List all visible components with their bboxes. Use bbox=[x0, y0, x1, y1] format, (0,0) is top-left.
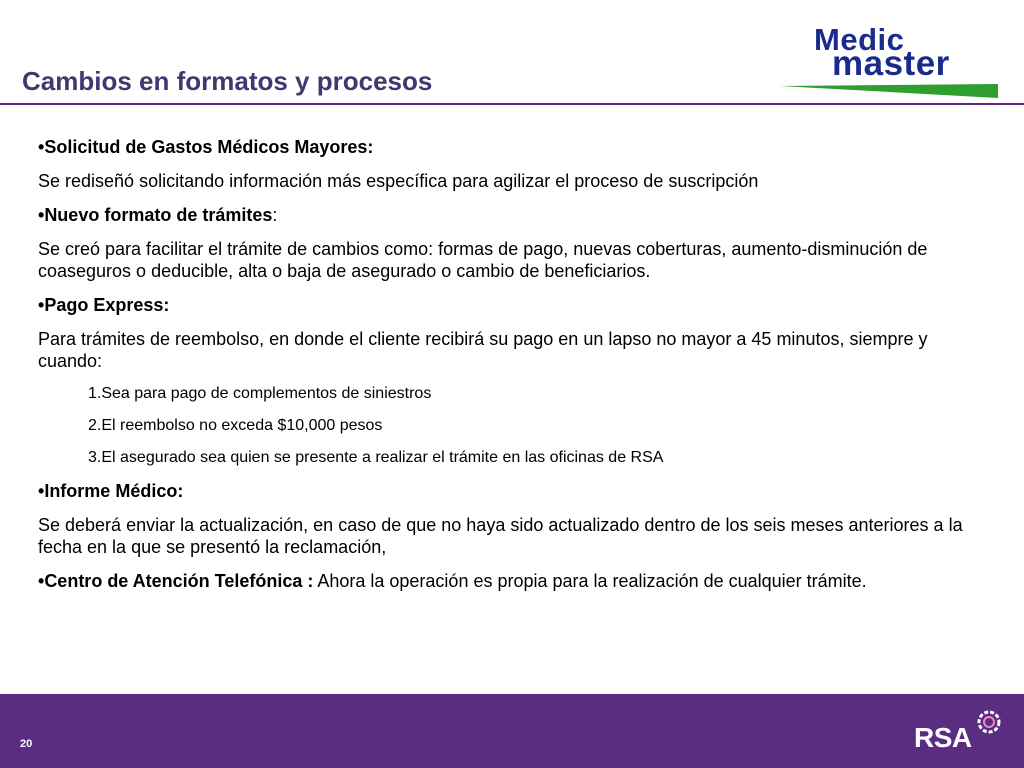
bullet-icon: • bbox=[38, 295, 45, 315]
section-heading: •Solicitud de Gastos Médicos Mayores: bbox=[38, 137, 374, 157]
list-item: 3.El asegurado sea quien se presente a realizar el trámite en las oficinas de RSA bbox=[88, 449, 664, 466]
section-text: Se deberá enviar la actualización, en caso de que no haya sido actualizado dentro de los seis meses anteriores a la fecha en la que se presentó la reclamación, bbox=[38, 515, 963, 557]
logo-line1: Medic bbox=[814, 22, 905, 57]
slide-content bbox=[38, 136, 968, 592]
section-text: Se creó para facilitar el trámite de cambios como: formas de pago, nuevas coberturas, aumento-disminución de coaseguros o deducible, alta o baja de asegurado o cambio de beneficiarios. bbox=[38, 239, 928, 281]
rsa-swirl-icon bbox=[975, 708, 1003, 736]
page-title: Cambios en formatos y procesos bbox=[22, 66, 433, 96]
section-heading: •Centro de Atención Telefónica : Ahora la operación es propia para la realización de cualquier trámite. bbox=[38, 571, 867, 591]
rsa-logo: RSA bbox=[914, 722, 972, 753]
section-heading: •Nuevo formato de trámites: bbox=[38, 205, 278, 225]
logo-line2: master bbox=[832, 44, 950, 83]
page-number: 20 bbox=[20, 738, 33, 750]
medicmaster-logo bbox=[780, 22, 1005, 104]
bullet-icon: • bbox=[38, 481, 45, 501]
bullet-icon: • bbox=[38, 571, 45, 591]
footer-bar bbox=[0, 694, 1024, 768]
section-inline-text: Ahora la operación es propia para la realización de cualquier trámite. bbox=[313, 571, 867, 591]
section-heading: •Pago Express: bbox=[38, 295, 170, 315]
logo-swoosh-icon bbox=[780, 80, 1002, 100]
header-divider bbox=[0, 103, 1024, 105]
section-heading: •Informe Médico: bbox=[38, 481, 184, 501]
bullet-icon: • bbox=[38, 137, 45, 157]
section-text: Para trámites de reembolso, en donde el cliente recibirá su pago en un lapso no mayor a 45 minutos, siempre y cuando: bbox=[38, 329, 928, 371]
list-item: 1.Sea para pago de complementos de siniestros bbox=[88, 385, 432, 402]
bullet-icon: • bbox=[38, 205, 45, 225]
list-item: 2.El reembolso no exceda $10,000 pesos bbox=[88, 417, 383, 434]
section-text: Se rediseñó solicitando información más específica para agilizar el proceso de suscripción bbox=[38, 171, 759, 191]
